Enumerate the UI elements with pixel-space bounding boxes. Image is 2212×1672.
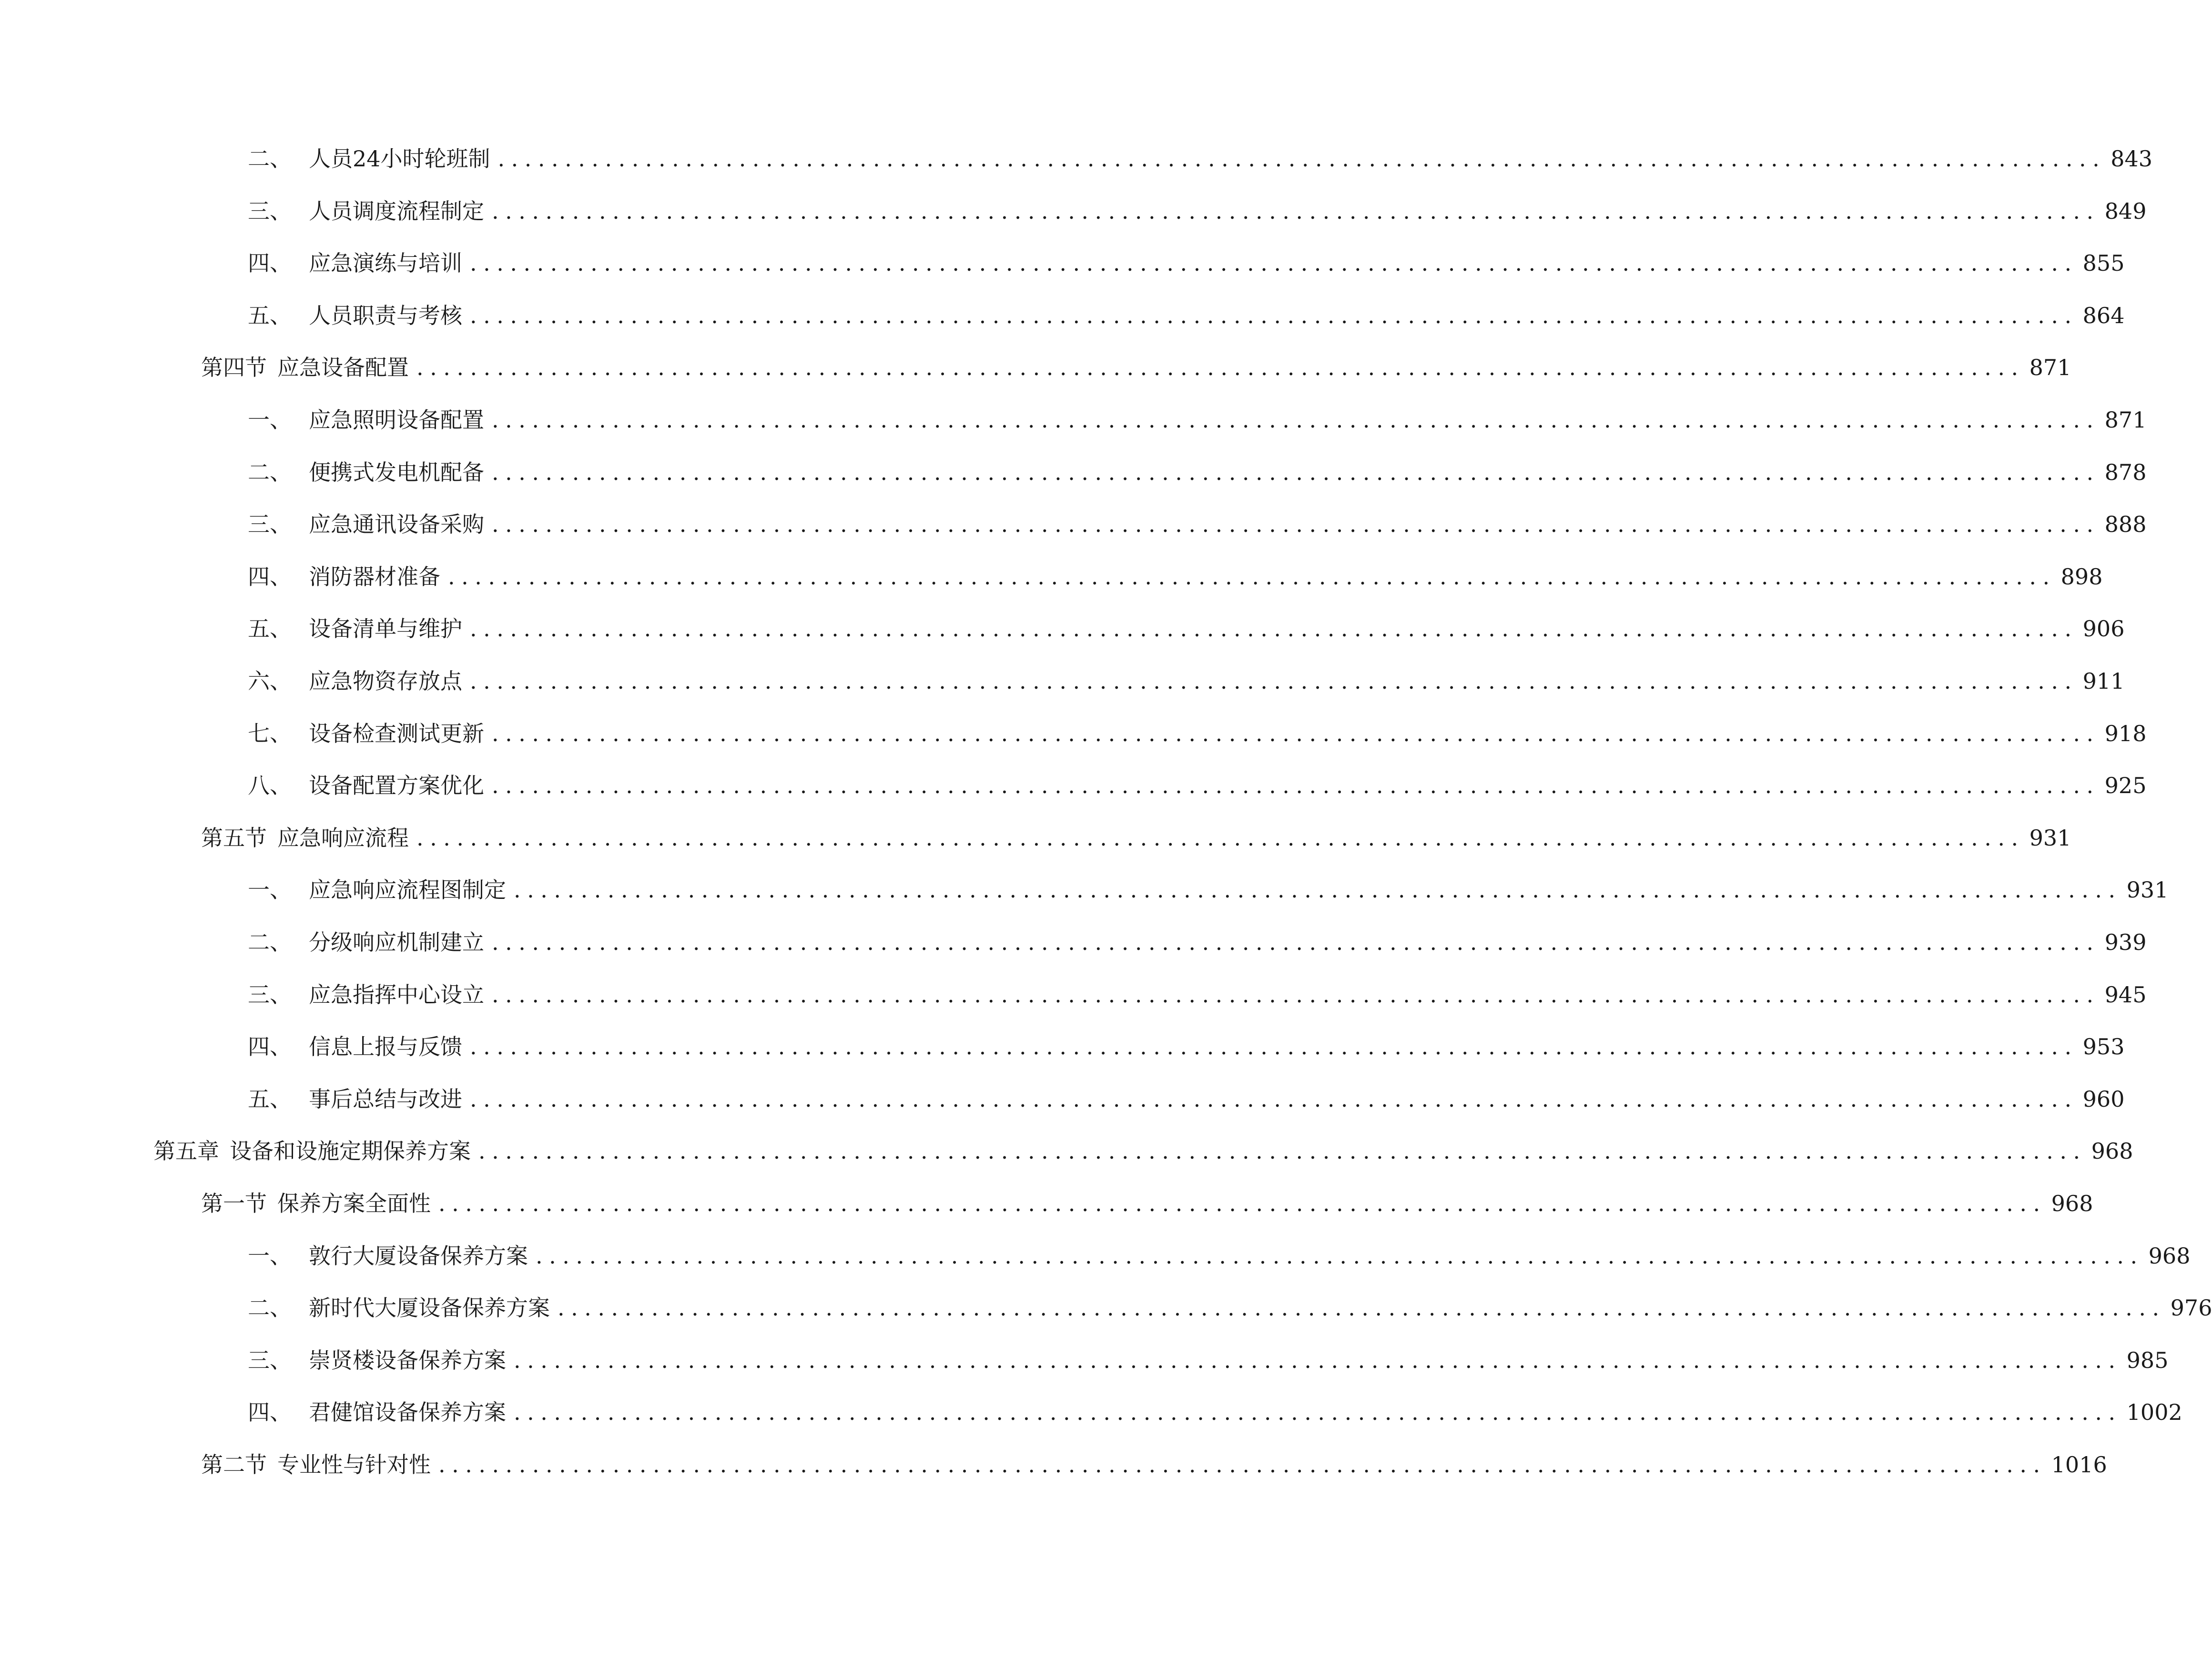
toc-entry[interactable] — [248, 453, 2147, 491]
toc-entry[interactable] — [201, 348, 2071, 387]
toc-entry[interactable] — [248, 976, 2147, 1014]
toc-entry-number: 第一节 — [201, 1191, 267, 1216]
toc-entry-page-number: 871 — [2029, 355, 2071, 380]
dot-leader: ........................................................................................................................ — [492, 721, 2100, 746]
toc-entry-number: 四、 — [248, 1399, 292, 1425]
toc-entry-title: 便携式发电机配备 — [309, 459, 484, 485]
toc-entry[interactable] — [248, 140, 2153, 178]
toc-entry-title: 设备配置方案优化 — [309, 773, 484, 798]
toc-entry-number: 第四节 — [201, 355, 267, 380]
toc-entry-page-number: 911 — [2082, 668, 2125, 694]
toc-entry-title: 专业性与针对性 — [277, 1452, 431, 1478]
dot-leader: ........................................................................................................................ — [492, 982, 2100, 1008]
dot-leader: ........................................................................................................................ — [470, 616, 2078, 642]
dot-leader: ........................................................................................................................ — [497, 146, 2106, 172]
dot-leader: ........................................................................................................................ — [416, 825, 2025, 851]
toc-entry[interactable] — [248, 558, 2103, 596]
toc-entry-page-number: 1002 — [2126, 1399, 2182, 1425]
dot-leader: ........................................................................................................................ — [470, 1034, 2078, 1060]
toc-entry-number: 一、 — [248, 877, 292, 903]
toc-entry-title: 应急通讯设备采购 — [309, 511, 484, 537]
toc-entry-page-number: 976 — [2170, 1295, 2212, 1321]
toc-entry-number: 五、 — [248, 616, 292, 642]
toc-entry-title: 人员调度流程制定 — [309, 198, 484, 224]
dot-leader: ........................................................................................................................ — [558, 1295, 2166, 1321]
toc-entry[interactable] — [201, 1184, 2093, 1223]
toc-entry-number: 三、 — [248, 1347, 292, 1373]
dot-leader: ........................................................................................................................ — [448, 564, 2056, 590]
toc-entry-title: 消防器材准备 — [309, 564, 440, 590]
toc-entry-number: 五、 — [248, 303, 292, 328]
toc-entry-page-number: 855 — [2082, 250, 2125, 276]
toc-entry-page-number: 888 — [2104, 511, 2147, 537]
toc-entry[interactable] — [248, 505, 2147, 543]
toc-entry[interactable] — [201, 819, 2071, 857]
toc-entry-page-number: 953 — [2082, 1034, 2125, 1060]
toc-entry-title: 崇贤楼设备保养方案 — [309, 1347, 506, 1373]
toc-entry[interactable] — [248, 1289, 2212, 1327]
toc-entry-title: 应急设备配置 — [277, 355, 409, 380]
toc-entry-page-number: 931 — [2029, 825, 2071, 851]
toc-entry-number: 三、 — [248, 198, 292, 224]
toc-entry-number: 七、 — [248, 721, 292, 746]
dot-leader: ........................................................................................................................ — [492, 407, 2100, 433]
dot-leader: ........................................................................................................................ — [470, 668, 2078, 694]
toc-entry-title: 信息上报与反馈 — [309, 1034, 462, 1060]
toc-entry-title: 人员职责与考核 — [309, 303, 462, 328]
toc-entry-page-number: 931 — [2126, 877, 2169, 903]
toc-entry-title: 应急响应流程 — [277, 825, 409, 851]
dot-leader: ........................................................................................................................ — [478, 1138, 2087, 1164]
toc-entry-page-number: 968 — [2051, 1191, 2093, 1216]
toc-entry-title: 设备清单与维护 — [309, 616, 462, 642]
dot-leader: ........................................................................................................................ — [492, 198, 2100, 224]
toc-entry-page-number: 939 — [2104, 929, 2147, 955]
toc-entry-title: 分级响应机制建立 — [309, 929, 484, 955]
toc-entry-page-number: 960 — [2082, 1086, 2125, 1112]
toc-entry-number: 一、 — [248, 407, 292, 433]
toc-entry-page-number: 968 — [2148, 1243, 2191, 1269]
toc-entry-title: 设备检查测试更新 — [309, 721, 484, 746]
dot-leader: ........................................................................................................................ — [492, 511, 2100, 537]
toc-entry-title: 应急响应流程图制定 — [309, 877, 506, 903]
dot-leader: ........................................................................................................................ — [416, 355, 2025, 380]
dot-leader: ........................................................................................................................ — [470, 303, 2078, 328]
toc-entry-number: 四、 — [248, 250, 292, 276]
dot-leader: ........................................................................................................................ — [492, 459, 2100, 485]
toc-entry-page-number: 898 — [2060, 564, 2103, 590]
toc-entry-page-number: 871 — [2104, 407, 2147, 433]
toc-entry-title: 应急物资存放点 — [309, 668, 462, 694]
toc-entry-page-number: 945 — [2104, 982, 2147, 1008]
toc-entry-number: 五、 — [248, 1086, 292, 1112]
toc-entry-number: 二、 — [248, 929, 292, 955]
toc-entry-title: 敦行大厦设备保养方案 — [309, 1243, 528, 1269]
toc-entry-number: 第五章 — [153, 1138, 219, 1164]
toc-entry[interactable] — [248, 610, 2125, 648]
toc-entry-title: 新时代大厦设备保养方案 — [309, 1295, 550, 1321]
toc-entry[interactable] — [248, 192, 2147, 230]
toc-entry[interactable] — [201, 1446, 2107, 1484]
toc-entry-title: 保养方案全面性 — [277, 1191, 431, 1216]
toc-entry[interactable] — [248, 766, 2147, 805]
toc-entry-number: 二、 — [248, 146, 292, 172]
toc-entry-number: 第二节 — [201, 1452, 267, 1478]
toc-entry-page-number: 925 — [2104, 773, 2147, 798]
toc-entry-number: 三、 — [248, 511, 292, 537]
toc-entry-title: 应急演练与培训 — [309, 250, 462, 276]
toc-entry[interactable] — [248, 1080, 2125, 1118]
toc-entry[interactable] — [248, 296, 2125, 335]
toc-entry-number: 四、 — [248, 564, 292, 590]
toc-entry-title: 人员24小时轮班制 — [309, 146, 490, 172]
toc-entry[interactable] — [248, 1341, 2169, 1379]
dot-leader: ........................................................................................................................ — [536, 1243, 2144, 1269]
toc-entry-page-number: 878 — [2104, 459, 2147, 485]
toc-entry-title: 应急照明设备配置 — [309, 407, 484, 433]
toc-entry[interactable] — [248, 401, 2147, 439]
dot-leader: ........................................................................................................................ — [438, 1191, 2047, 1216]
toc-entry[interactable] — [248, 871, 2169, 909]
dot-leader: ........................................................................................................................ — [470, 1086, 2078, 1112]
toc-entry-title: 君健馆设备保养方案 — [309, 1399, 506, 1425]
toc-entry-title: 设备和设施定期保养方案 — [230, 1138, 471, 1164]
dot-leader: ........................................................................................................................ — [470, 250, 2078, 276]
toc-entry[interactable] — [248, 662, 2125, 700]
toc-entry[interactable] — [248, 1028, 2125, 1066]
toc-entry-number: 二、 — [248, 1295, 292, 1321]
toc-entry[interactable] — [153, 1132, 2133, 1170]
toc-entry-page-number: 864 — [2082, 303, 2125, 328]
toc-entry-number: 三、 — [248, 982, 292, 1008]
toc-entry-title: 应急指挥中心设立 — [309, 982, 484, 1008]
toc-entry-number: 二、 — [248, 459, 292, 485]
toc-entry-page-number: 985 — [2126, 1347, 2169, 1373]
toc-entry[interactable] — [248, 244, 2125, 282]
toc-entry-page-number: 849 — [2104, 198, 2147, 224]
toc-entry[interactable] — [248, 923, 2147, 961]
dot-leader: ........................................................................................................................ — [514, 1347, 2122, 1373]
toc-entry-page-number: 843 — [2111, 146, 2153, 172]
toc-entry-title: 事后总结与改进 — [309, 1086, 462, 1112]
toc-entry-page-number: 968 — [2091, 1138, 2133, 1164]
toc-entry-number: 六、 — [248, 668, 292, 694]
toc-entry-page-number: 1016 — [2051, 1452, 2107, 1478]
toc-entry-number: 八、 — [248, 773, 292, 798]
dot-leader: ........................................................................................................................ — [438, 1452, 2047, 1478]
dot-leader: ........................................................................................................................ — [514, 877, 2122, 903]
toc-entry-page-number: 906 — [2082, 616, 2125, 642]
toc-entry[interactable] — [248, 1237, 2191, 1275]
toc-entry[interactable] — [248, 1393, 2182, 1431]
dot-leader: ........................................................................................................................ — [492, 773, 2100, 798]
toc-entry-number: 四、 — [248, 1034, 292, 1060]
toc-entry[interactable] — [248, 714, 2147, 753]
toc-entry-page-number: 918 — [2104, 721, 2147, 746]
dot-leader: ........................................................................................................................ — [492, 929, 2100, 955]
dot-leader: ........................................................................................................................ — [514, 1399, 2122, 1425]
toc-entry-number: 一、 — [248, 1243, 292, 1269]
toc-entry-number: 第五节 — [201, 825, 267, 851]
